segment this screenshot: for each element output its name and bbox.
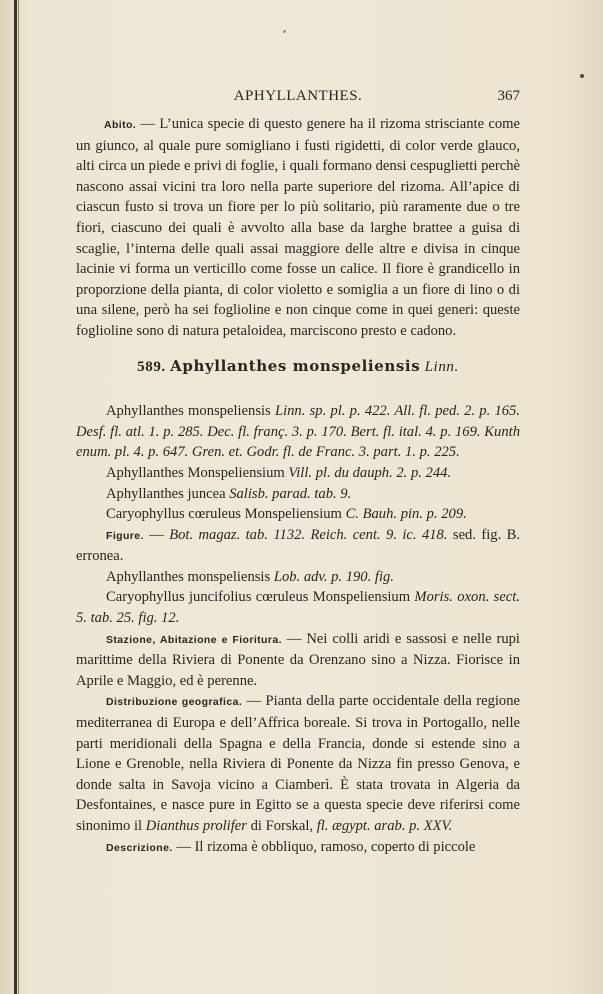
book-spine-edge <box>14 0 17 994</box>
figure-paragraph <box>76 525 520 567</box>
species-number: 589. <box>137 358 166 375</box>
stazione-label: Stazione, Abitazione e Fioritura. <box>106 633 282 646</box>
synonym-entry <box>76 567 520 588</box>
running-head: APHYLLANTHES. <box>233 88 363 104</box>
species-author: Linn. <box>424 358 459 375</box>
page-header <box>76 88 520 108</box>
page-number: 367 <box>497 88 520 104</box>
figure-dash: — <box>143 526 170 543</box>
descrizione-text: — Il rizoma è obbliquo, ramoso, coperto di piccole <box>172 838 476 855</box>
abito-label: Abito. <box>104 119 137 131</box>
distribuzione-synonym: Dianthus prolifer <box>145 818 247 834</box>
stazione-paragraph <box>76 629 520 692</box>
page-body <box>76 114 520 858</box>
species-name: Aphyllanthes monspeliensis <box>170 356 421 375</box>
synonym-reference: Linn. sp. pl. p. 422. All. fl. ped. 2. p. 165. Desf. fl. atl. 1. p. 285. Dec. fl. franç. 3. p. 170. Bert. fl. ital. 4. p. 169. Kunth enum. pl. 4. p. 647. Gren. et. Godr. fl. de Franc. 3. part. 1. p. 225. <box>76 403 520 461</box>
distribuzione-text: — Pianta della parte occidentale della regione mediterranea di Europa e dell’Affrica boreale. Si trova in Portogallo, nelle parti meridionali della Spagna e della Francia, donde si estende sino a Lione e Grenoble, nella Riviera di Ponente da Nizza fin presso Genova, e donde salta in Savoja vicino a Ciamberì. È stata trovata in Algeria da Desfontaines, e nasce pure in Egitto se a questa specie deve riferirsi come sinonimo il <box>76 693 520 834</box>
synonym-entry <box>76 484 520 505</box>
book-spine-shadow <box>18 0 19 994</box>
synonym-entry <box>76 463 520 484</box>
figure-reference: Bot. magaz. tab. 1132. Reich. cent. 9. ic. 418. <box>169 526 448 543</box>
synonym-reference: Salisb. parad. tab. 9. <box>229 485 352 502</box>
abito-text: — L’unica specie di questo genere ha il rizoma strisciante come un giunco, al quale pure somigliano i fusti rigidetti, di color verde glauco, alti circa un piede e privi di foglie, i quali formano densi cespuglietti perchè nascono assai vicini tra loro nella parte superiore del rizoma. All’apice di ciascun fusto si trova un fiore per lo più solitario, più raramente due o tre fiori, ciascuno dei quali è avvolto alla base da larghe brattee a guisa di scaglie, l’interna delle quali assai maggiore delle altre e divisa in cinque lacinie vi forma un verticillo come fosse un calice. Il fiore è grandicello in proporzione della pianta, di color violetto e somiglia a un fiore di lino o di una silene, però ha sei foglioline e non cinque come in quei generi: queste foglioline sono di natura petaloidea, marciscono presto e cadono. <box>76 116 520 339</box>
distribuzione-text-mid: di Forskal, <box>246 818 317 834</box>
synonym-reference: Moris. oxon. sect. 5. tab. 25. fig. 12. <box>76 589 520 627</box>
synonym-name: Aphyllanthes monspeliensis <box>106 568 274 585</box>
synonym-reference: C. Bauh. pin. p. 209. <box>345 506 467 523</box>
synonym-entry <box>76 401 520 463</box>
distribuzione-paragraph <box>76 691 520 836</box>
synonym-name: Aphyllanthes juncea <box>106 485 230 502</box>
descrizione-label: Descrizione. <box>106 841 173 854</box>
abito-paragraph <box>76 114 520 342</box>
figure-label: Figure. <box>106 529 144 542</box>
synonym-reference: Vill. pl. du dauph. 2. p. 244. <box>288 464 452 481</box>
synonym-name: Aphyllanthes Monspeliensium <box>106 464 289 481</box>
synonym-name: Aphyllanthes monspeliensis <box>106 403 275 420</box>
synonym-entry <box>76 504 520 525</box>
figure-note: sed. fig. B. erronea. <box>76 526 521 565</box>
synonym-entry <box>76 587 520 628</box>
synonym-reference: Lob. adv. p. 190. fig. <box>273 568 394 585</box>
distribuzione-reference: fl. ægypt. arab. p. XXV. <box>316 818 453 834</box>
stazione-text: — Nei colli aridi e sassosi e nelle rupi marittime della Riviera di Ponente da Orenzano sino a Nizza. Fiorisce in Aprile e Maggio, ed è perenne. <box>76 630 520 689</box>
distribuzione-label: Distribuzione geografica. <box>106 696 243 709</box>
descrizione-paragraph <box>76 837 520 859</box>
synonym-name: Caryophyllus juncifolius cœruleus Monspeliensium <box>106 589 415 606</box>
species-heading <box>76 356 520 378</box>
paper-speck <box>580 74 584 78</box>
paper-speck <box>283 30 286 33</box>
synonym-name: Caryophyllus cœruleus Monspeliensium <box>106 506 346 523</box>
